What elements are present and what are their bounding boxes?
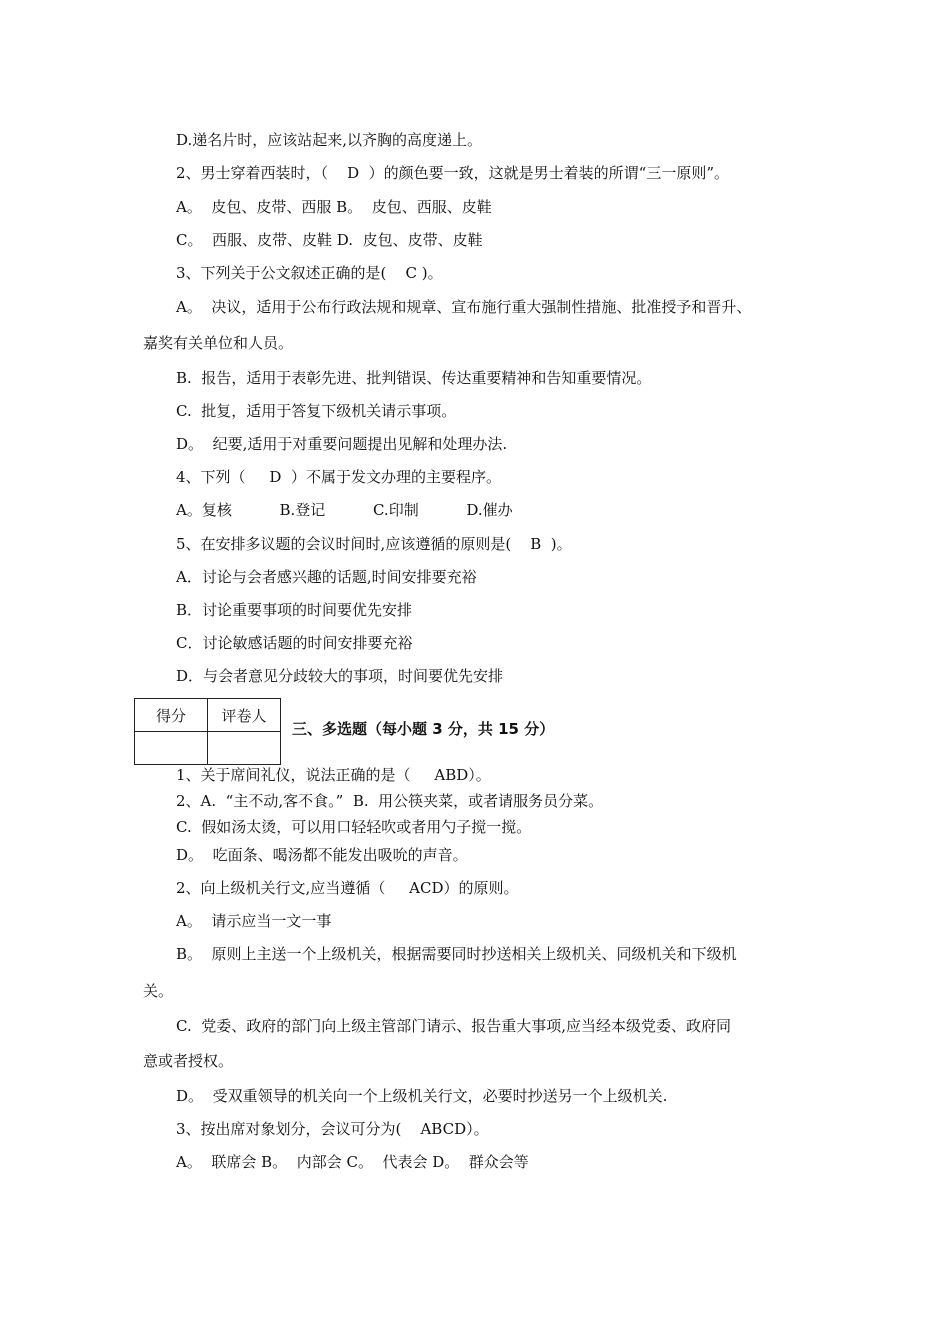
question-line: 1、关于席间礼仪，说法正确的是（ ABD）。 [176,766,491,784]
option-line: B。 原则上主送一个上级机关，根据需要同时抄送相关上级机关、同级机关和下级机 [176,945,737,963]
question-line: 2、向上级机关行文,应当遵循（ ACD）的原则。 [176,879,519,897]
option-line: A。复核 B.登记 C.印制 D.催办 [176,501,513,519]
option-line: D．与会者意见分歧较大的事项，时间要优先安排 [176,667,504,685]
option-line: B．讨论重要事项的时间要优先安排 [176,601,413,619]
question-line: 4、下列（ D ）不属于发文办理的主要程序。 [176,468,501,486]
question-line: 2、男士穿着西装时，（ D ）的颜色要一致，这就是男士着装的所谓“三一原则”。 [176,164,730,182]
option-line: A。 决议，适用于公布行政法规和规章、宣布施行重大强制性措施、批准授予和晋升、 [176,298,752,316]
option-line: D。 受双重领导的机关向一个上级机关行文，必要时抄送另一个上级机关. [176,1087,668,1105]
option-line: D。 吃面条、喝汤都不能发出吸吮的声音。 [176,846,468,864]
score-header: 得分 [135,699,208,732]
text-line: D.递名片时，应该站起来,以齐胸的高度递上。 [176,131,483,149]
option-line: C. 假如汤太烫，可以用口轻轻吹或者用勺子搅一搅。 [176,818,532,836]
option-line: A．讨论与会者感兴趣的话题,时间安排要充裕 [176,568,477,586]
option-line: C. 党委、政府的部门向上级主管部门请示、报告重大事项,应当经本级党委、政府同 [176,1017,732,1035]
section-title: 三、多选题（每小题 3 分，共 15 分） [292,720,555,738]
score-table [134,698,281,765]
option-line-continued: 关。 [143,982,174,1000]
question-line: 3、下列关于公文叙述正确的是( C )。 [176,264,443,282]
question-line: 5、在安排多议题的会议时间时,应该遵循的原则是( B )。 [176,535,572,553]
question-line: 3、按出席对象划分，会议可分为( ABCD）。 [176,1120,489,1138]
grader-cell [208,732,281,765]
option-line: A。 皮包、皮带、西服 B。 皮包、西服、皮鞋 [176,198,492,216]
option-line: A。 请示应当一文一事 [176,912,332,930]
grader-header: 评卷人 [208,699,281,732]
option-line: C。 西服、皮带、皮鞋 D. 皮包、皮带、皮鞋 [176,231,483,249]
option-line-continued: 意或者授权。 [143,1052,234,1070]
option-line: B. 报告，适用于表彰先进、批判错误、传达重要精神和告知重要情况。 [176,369,652,387]
option-line: D。 纪要,适用于对重要问题提出见解和处理办法. [176,435,508,453]
option-line: C. 批复，适用于答复下级机关请示事项。 [176,402,457,420]
option-line-continued: 嘉奖有关单位和人员。 [143,334,294,352]
option-line: 2、A. “主不动,客不食。” B. 用公筷夹菜，或者请服务员分菜。 [176,792,604,810]
option-line: A。 联席会 B。 内部会 C。 代表会 D。 群众会等 [176,1153,529,1171]
option-line: C．讨论敏感话题的时间安排要充裕 [176,634,413,652]
score-cell [135,732,208,765]
